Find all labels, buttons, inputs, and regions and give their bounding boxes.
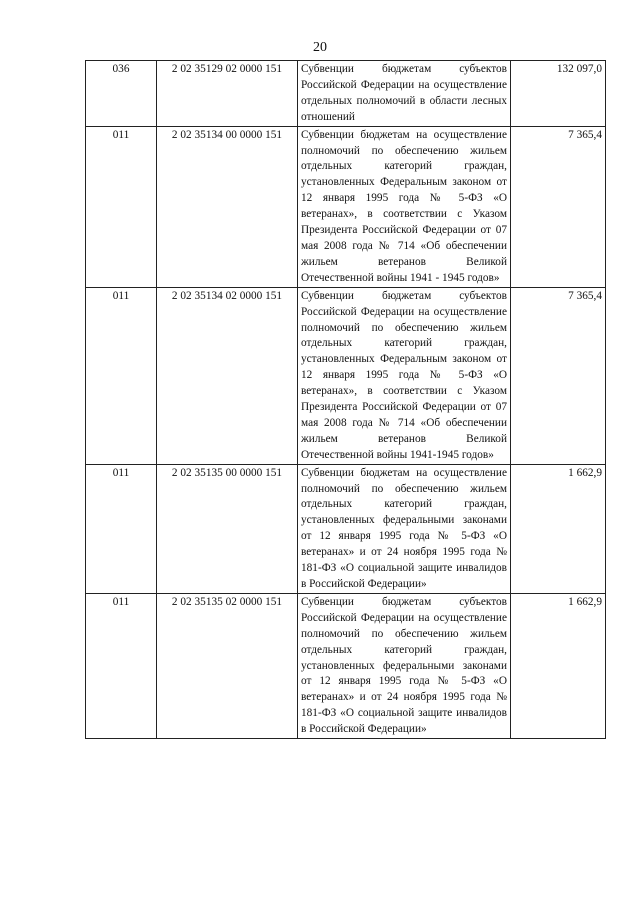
classification-code-cell: 2 02 35134 00 0000 151 (157, 126, 298, 287)
admin-code-cell: 036 (86, 61, 157, 127)
table-row (86, 61, 606, 127)
amount-cell: 1 662,9 (511, 593, 606, 738)
classification-code-cell: 2 02 35129 02 0000 151 (157, 61, 298, 127)
revenue-name-cell: Субвенции бюджетам субъектов Российской Федерации на осуществление полномочий по обеспечению жильем отдельных категорий граждан, установленных федеральными законами от 12 января 1995 года № 5-ФЗ «О ветеранах» и от 24 ноября 1995 года № 181-ФЗ «О социальной защите инвалидов в Российской Федерации» (298, 593, 511, 738)
admin-code-cell: 011 (86, 287, 157, 464)
revenue-name-cell: Субвенции бюджетам на осуществление полномочий по обеспечению жильем отдельных категорий граждан, установленных федеральными законами от 12 января 1995 года № 5-ФЗ «О ветеранах» и от 24 ноября 1995 года № 181-ФЗ «О социальной защите инвалидов в Российской Федерации» (298, 464, 511, 593)
amount-cell: 7 365,4 (511, 287, 606, 464)
admin-code-cell: 011 (86, 464, 157, 593)
revenue-name-cell: Субвенции бюджетам субъектов Российской Федерации на осуществление отдельных полномочий в области лесных отношений (298, 61, 511, 127)
admin-code-cell: 011 (86, 593, 157, 738)
amount-cell: 1 662,9 (511, 464, 606, 593)
table-row (86, 593, 606, 738)
revenue-name-cell: Субвенции бюджетам субъектов Российской Федерации на осуществление полномочий по обеспечению жильем отдельных категорий граждан, установленных Федеральным законом от 12 января 1995 года № 5-ФЗ «О ветеранах», в соответствии с Указом Президента Российской Федерации от 07 мая 2008 года № 714 «Об обеспечении жильем ветеранов Великой Отечественной войны 1941-1945 годов» (298, 287, 511, 464)
classification-code-cell: 2 02 35135 00 0000 151 (157, 464, 298, 593)
page-number: 20 (313, 40, 327, 55)
revenue-name-cell: Субвенции бюджетам на осуществление полномочий по обеспечению жильем отдельных категорий граждан, установленных Федеральным законом от 12 января 1995 года № 5-ФЗ «О ветеранах», в соответствии с Указом Президента Российской Федерации от 07 мая 2008 года № 714 «Об обеспечении жильем ветеранов Великой Отечественной войны 1941 - 1945 годов» (298, 126, 511, 287)
classification-code-cell: 2 02 35135 02 0000 151 (157, 593, 298, 738)
table-row (86, 287, 606, 464)
amount-cell: 132 097,0 (511, 61, 606, 127)
budget-revenue-table (85, 60, 606, 739)
classification-code-cell: 2 02 35134 02 0000 151 (157, 287, 298, 464)
table-row (86, 464, 606, 593)
table-row (86, 126, 606, 287)
admin-code-cell: 011 (86, 126, 157, 287)
amount-cell: 7 365,4 (511, 126, 606, 287)
